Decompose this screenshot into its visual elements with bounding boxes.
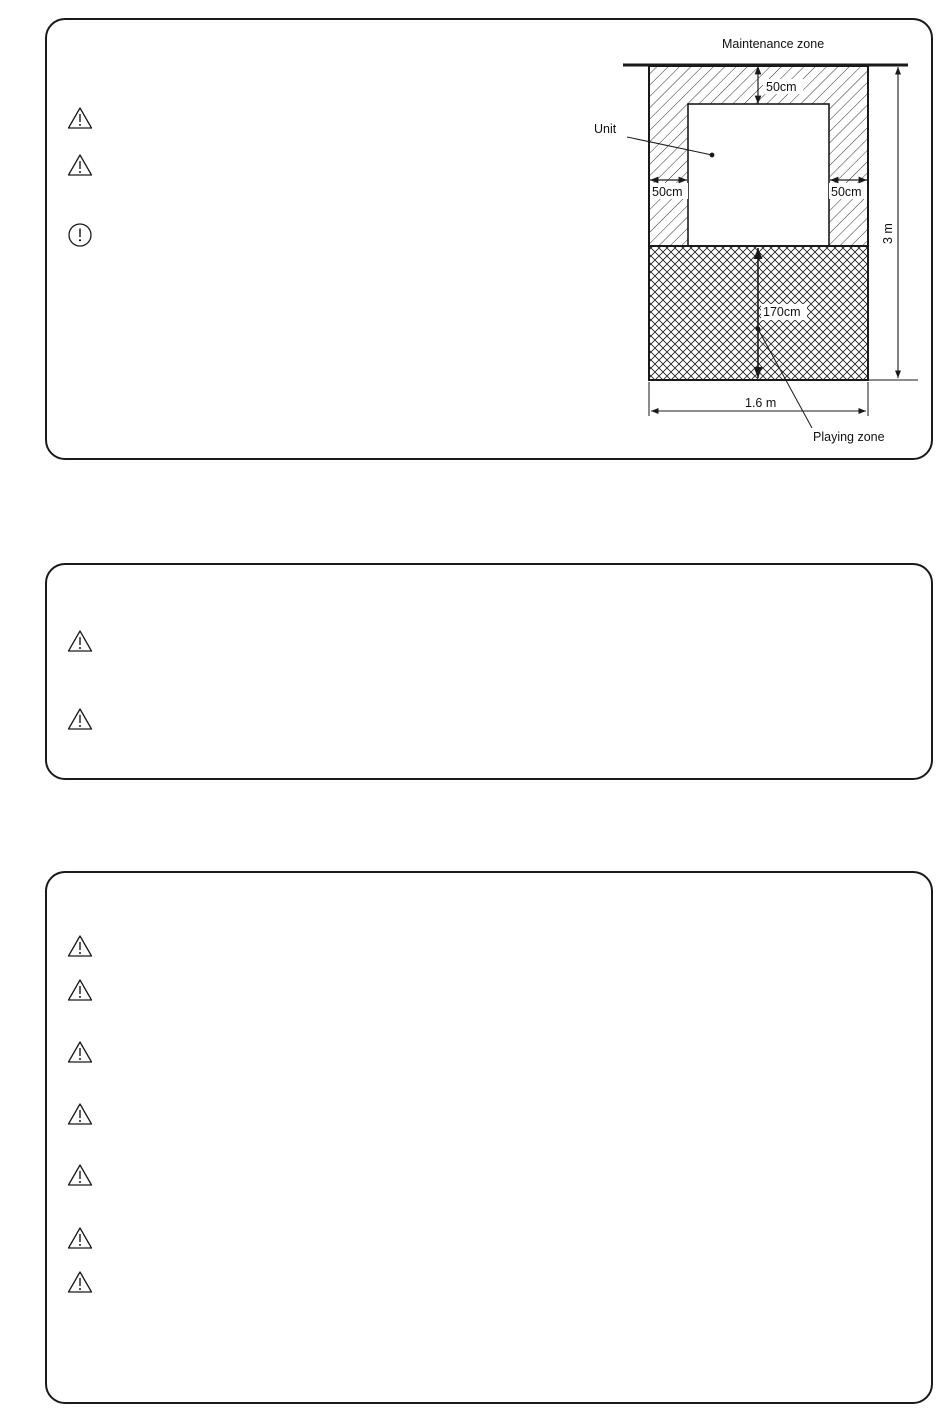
playing-zone-label: Playing zone — [813, 430, 885, 444]
unit-label: Unit — [594, 122, 617, 136]
warning-triangle-icon — [67, 1226, 93, 1250]
warning-triangle-icon — [67, 1163, 93, 1187]
width-label: 1.6 m — [745, 396, 777, 410]
left-clearance-label: 50cm — [652, 185, 683, 199]
warning-triangle-icon — [67, 1102, 93, 1126]
installation-space-diagram — [47, 20, 931, 458]
warning-triangle-icon — [67, 1270, 93, 1294]
playing-depth-label: 170cm — [763, 305, 801, 319]
maintenance-zone-label: Maintenance zone — [722, 37, 825, 51]
warning-triangle-icon — [67, 1040, 93, 1064]
layout-panel — [45, 18, 933, 460]
warning-triangle-icon — [67, 629, 93, 653]
warning-triangle-icon — [67, 934, 93, 958]
unit-box — [688, 104, 829, 246]
top-clearance-label: 50cm — [766, 80, 797, 94]
warning-triangle-icon — [67, 707, 93, 731]
middle-panel — [45, 563, 933, 780]
right-clearance-label: 50cm — [831, 185, 862, 199]
bottom-panel — [45, 871, 933, 1404]
height-label: 3 m — [881, 223, 895, 244]
warning-triangle-icon — [67, 978, 93, 1002]
